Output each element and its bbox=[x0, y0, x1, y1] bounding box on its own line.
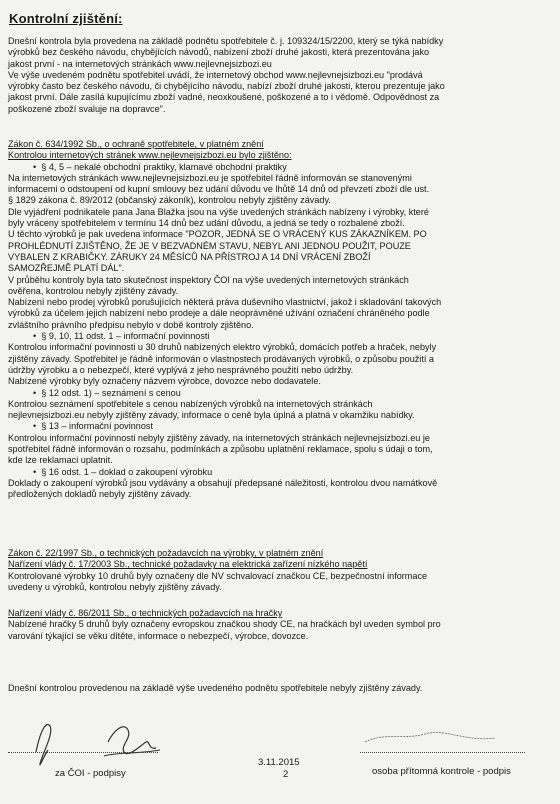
intro-line: výrobky často bez českého návodu, či chybějícího návodu, nabízí zboží druhé jakosti, kterou prezentuje jako bbox=[8, 81, 445, 92]
intro-line: výrobků bez českého návodu, chybějících návodů, nabízení zboží druhé jakosti, která prezentována jako bbox=[8, 47, 430, 58]
body-line: Nabízené výrobky byly označeny názvem výrobce, dovozce nebo dodavatele. bbox=[8, 376, 321, 387]
body-line: Kontrolované výrobky 10 druhů byly označeny dle NV schvalovací značkou CE, bezpečnostní informace bbox=[8, 570, 428, 581]
body-line: zjištěny závady. Spotřebitel je řádně informován o vlastnostech prodávaných výrobků, o způsobu použití a bbox=[8, 353, 434, 364]
body-line: Nabízené hračky 5 druhů byly označeny evropskou značkou shody CE, na hračkách byl uveden symbol pro bbox=[8, 619, 441, 630]
body-line: uvedeny u výrobků, kontrolou nebyly zjištěny závady. bbox=[8, 581, 222, 592]
intro-line: jakost první. Dále zasílá kupujícímu zboží vadné, neoxkoušené, poškozené a to i vědomě. Odpovědnost za bbox=[8, 92, 440, 103]
page-title: Kontrolní zjištění: bbox=[9, 11, 123, 26]
body-line: varování týkající se věku dítěte, informace o nebezpečí, výrobce, dovozce. bbox=[8, 630, 309, 641]
coi-signature bbox=[28, 712, 178, 772]
signature-line-right bbox=[360, 752, 525, 753]
section-subheading: Kontrolou internetových stránek www.nejlevnejsizbozi.eu bylo zjištěno: bbox=[8, 150, 292, 161]
body-line: výrobků za účelem jejich nabízení nebo prodeje a dále neoprávněné užívání označení chráněného podle bbox=[8, 308, 430, 319]
body-line: Kontrolou informační povinnosti u 30 druhů nabízených elektro výrobků, domácích potřeb a hraček, nebyly bbox=[8, 342, 437, 353]
conclusion bbox=[8, 683, 553, 694]
body-line: Nabízení nebo prodej výrobků porušujících některá práva duševního vlastnictví, jakož i skladování takových bbox=[8, 297, 442, 308]
paragraph-heading: • § 13 – informační povinnost bbox=[33, 421, 153, 432]
regulation-heading: Nařízení vlády č. 17/2003 Sb., technické požadavky na elektrická zařízení nízkého napětí bbox=[8, 559, 368, 570]
conclusion-text: Dnešní kontrolou provedenou na základě výše uvedeného podnětu spotřebitele nebyly zjištěny závady. bbox=[8, 683, 423, 693]
regulation-heading: Nařízení vlády č. 86/2011 Sb., o technických požadavcích na hračky bbox=[8, 608, 283, 618]
paragraph-heading: • § 4, 5 – nekalé obchodní praktiky, klamavé obchodní praktiky bbox=[33, 161, 287, 172]
section-consumer-protection bbox=[8, 139, 553, 501]
section-heading: Zákon č. 634/1992 Sb., o ochraně spotřebitele, v platném znění bbox=[8, 139, 264, 149]
coi-signatures-label: za ČOI - podpisy bbox=[55, 768, 126, 779]
body-line: SAMOZŘEJMĚ PLATÍ DÁL". bbox=[8, 263, 125, 274]
page-number: 2 bbox=[283, 769, 289, 780]
body-line: Kontrolou informační povinnosti nebyly zjištěny závady, na internetových stránkách nejlevnejsizbozi.eu je bbox=[8, 432, 430, 443]
body-line: spotřebitel řádně informován o rozsahu, podmínkách a způsobu uplatnění reklamace, spolu s údaji o tom, bbox=[8, 444, 433, 455]
present-person-signature bbox=[355, 712, 515, 767]
section-toys bbox=[8, 608, 553, 642]
intro-line: Dnešní kontrola byla provedena na základě podnětu spotřebitele č. j. 109324/15/2200, který se týká nabídky bbox=[8, 36, 444, 46]
section-heading: Zákon č. 22/1997 Sb., o technických požadavcích na výrobky, v platném znění bbox=[8, 548, 324, 558]
body-line: předložených dokladů nebyly zjištěny závady. bbox=[8, 489, 192, 500]
body-line: V průběhu kontroly byla tato skutečnost inspektory ČOI na výše uvedených internetových stránkách bbox=[8, 274, 409, 285]
section-technical-requirements bbox=[8, 548, 553, 593]
body-line: Dle vyjádření podnikatele pana Jana Blažka jsou na výše uvedených stránkách nabízeny i výrobky, které bbox=[8, 206, 429, 217]
intro-line: jakost první - na internetových stránkách www.nejlevnejsizbozi.eu bbox=[8, 58, 272, 69]
paragraph-heading: • § 16 odst. 1 – doklad o zakoupení výrobku bbox=[33, 466, 213, 477]
body-line: údržby výrobku a o nebezpečí, které vyplývá z jeho nesprávného použití nebo údržby. bbox=[8, 364, 354, 375]
signature-line-left bbox=[8, 752, 158, 753]
body-line: Kontrolou seznámení spotřebitele s cenou nabízených výrobků na internetových stránkách bbox=[8, 398, 373, 409]
body-line: U těchto výrobků je pak uvedena informace "POZOR, JEDNÁ SE O VRÁCENÝ KUS ZÁKAZNÍKEM. PO bbox=[8, 229, 427, 240]
paragraph-heading-text: § 12 odst. 1) – seznámení s cenou bbox=[41, 387, 181, 398]
body-line: PROHLÉDNUTÍ ZJIŠTĚNO, ŽE JE V BEZVADNÉM STAVU, NEBYL ANI JEDNOU POUŽIT, POUZE bbox=[8, 240, 411, 251]
body-line: Doklady o zakoupení výrobků jsou vydávány a obsahují předepsané náležitosti, kontrolou dvou namátkově bbox=[8, 477, 438, 488]
paragraph-heading: • § 12 odst. 1) – seznámení s cenou bbox=[33, 387, 181, 398]
body-line: zvláštního právního předpisu nebylo v době kontroly zjištěno. bbox=[8, 319, 254, 330]
body-line: nejlevnejsizbozi.eu nebyly zjištěny závady, informace o ceně byla úplná a platná v okamžiku nabídky. bbox=[8, 410, 415, 421]
body-line: byly vráceny spotřebitelem v termínu 14 dnů bez udání důvodu, a jedná se tedy o rozbalené zboží. bbox=[8, 218, 405, 229]
document-date: 3.11.2015 bbox=[258, 757, 300, 768]
paragraph-heading-text: § 16 odst. 1 – doklad o zakoupení výrobku bbox=[41, 466, 213, 477]
body-line: Na internetových stránkách www.nejlevnejsizbozi.eu je spotřebitel řádně informován se stanovenými bbox=[8, 172, 412, 183]
paragraph-heading-text: § 13 – informační povinnost bbox=[41, 421, 153, 432]
body-line: § 1829 zákona č. 89/2012 (občanský zákoník), kontrolou nebyly zjištěny závady. bbox=[8, 195, 331, 206]
intro-paragraph bbox=[8, 36, 553, 115]
body-line: VYBALEN Z KRABIČKY. ZÁRUKY 24 MĚSÍCŮ NA PŘÍSTROJ A 14 DNÍ VRÁCENÍ ZBOŽÍ bbox=[8, 251, 371, 262]
body-line: informacemi o odstoupení od kupní smlouvy bez udání důvodu ve lhůtě 14 dnů od převzetí zboží dle ust. bbox=[8, 184, 430, 195]
intro-line: poškozené zboží svaluje na dopravce". bbox=[8, 103, 166, 114]
present-person-label: osoba přítomná kontrole - podpis bbox=[372, 766, 511, 777]
body-line: kde lze reklamaci uplatnit. bbox=[8, 455, 113, 466]
body-line: ověřena, kontrolou nebyly zjištěny závady. bbox=[8, 285, 179, 296]
intro-line: Ve výše uvedeném podnětu spotřebitel uvádí, že internetový obchod www.nejlevnejsizbozi.eu "prodává bbox=[8, 69, 423, 80]
paragraph-heading: • § 9, 10, 11 odst. 1 – informační povinnosti bbox=[33, 331, 210, 342]
paragraph-heading-text: § 9, 10, 11 odst. 1 – informační povinnosti bbox=[41, 331, 210, 342]
paragraph-heading-text: § 4, 5 – nekalé obchodní praktiky, klamavé obchodní praktiky bbox=[41, 161, 287, 172]
